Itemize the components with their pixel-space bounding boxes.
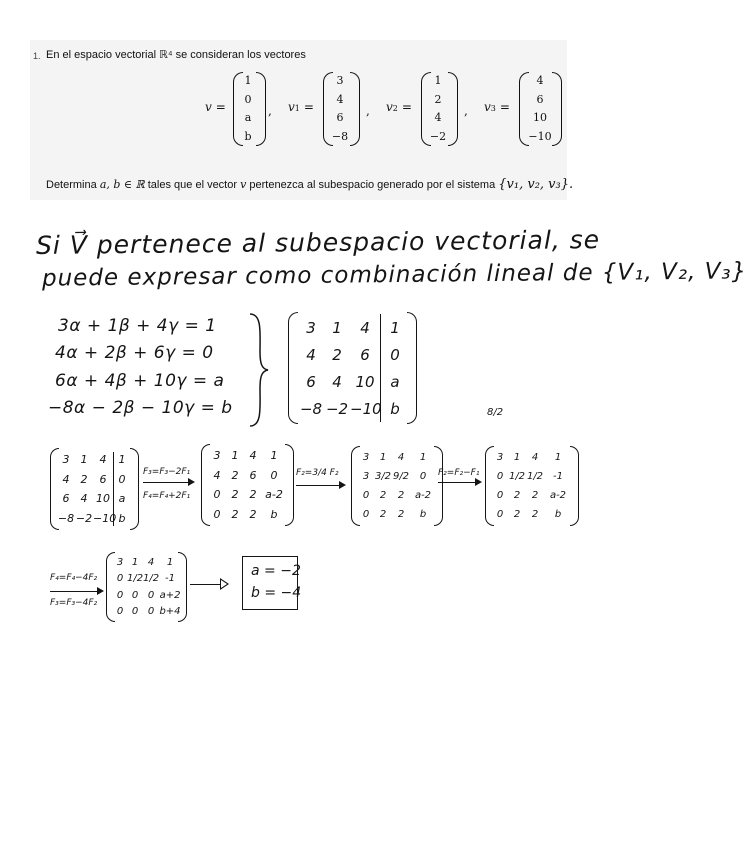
- matrix-entry: 6: [249, 468, 257, 482]
- hw-op-1a: F₃=F₃−2F₁: [143, 467, 191, 477]
- vector-entry: 4: [434, 111, 442, 125]
- matrix-entry: -1: [165, 573, 175, 585]
- hw-matrix-step3: [492, 448, 572, 524]
- matrix-entry: a-2: [265, 488, 283, 502]
- matrix-entry: b: [270, 507, 278, 521]
- matrix-entry: 0: [116, 573, 124, 585]
- hw-final-matrix: [113, 554, 181, 620]
- matrix-entry: 1: [231, 449, 239, 463]
- matrix-entry: 2: [332, 345, 342, 364]
- matrix-entry: 4: [306, 345, 316, 364]
- matrix-entry: 2: [397, 490, 405, 501]
- matrix-entry: 4: [213, 468, 221, 482]
- matrix-entry: a: [118, 492, 126, 506]
- matrix-entry: 3/2: [374, 471, 392, 482]
- matrix-entry: 10: [96, 492, 110, 506]
- matrix-entry: 9/2: [392, 471, 410, 482]
- hw-result-b: b = −4: [251, 585, 302, 601]
- hw-op-2: F₂=3/4 F₂: [296, 468, 339, 478]
- hw-matrix-step0: [57, 450, 131, 528]
- matrix-entry: −2: [325, 399, 349, 418]
- matrix-entry: 2: [231, 507, 239, 521]
- matrix-entry: 0: [362, 509, 370, 520]
- vector-v2: [428, 72, 448, 146]
- matrix-entry: 0: [496, 471, 504, 482]
- matrix-entry: 1/2: [143, 573, 160, 585]
- hw-equation-4: −8α − 2β − 10γ = b: [48, 398, 233, 418]
- matrix-entry: 1: [80, 453, 88, 467]
- hw-margin-note: 8/2: [487, 407, 504, 418]
- vector-v3-label: v3 =: [484, 100, 510, 114]
- matrix-entry: 4: [99, 453, 107, 467]
- matrix-entry: 4: [531, 452, 539, 463]
- matrix-entry: 2: [231, 488, 239, 502]
- matrix-entry: 1: [419, 452, 427, 463]
- matrix-entry: 6: [360, 345, 370, 364]
- problem-statement: [30, 40, 567, 200]
- matrix-entry: 0: [270, 468, 278, 482]
- vector-v1: [330, 72, 350, 146]
- matrix-entry: b: [390, 399, 400, 418]
- vector-v2-label: v2 =: [386, 100, 412, 114]
- matrix-entry: a+2: [159, 589, 181, 601]
- vector-entry: b: [244, 129, 252, 143]
- arrow-icon: [188, 478, 195, 486]
- matrix-entry: 0: [390, 345, 400, 364]
- matrix-entry: 1: [332, 318, 342, 337]
- vector-v-label: v =: [205, 100, 226, 114]
- matrix-entry: a-2: [414, 490, 432, 501]
- matrix-entry: 1: [379, 452, 387, 463]
- hw-op-1b: F₄=F₄+2F₁: [143, 491, 191, 501]
- hw-op-4a: F₄=F₄−4F₂: [50, 573, 98, 583]
- matrix-entry: 1: [131, 556, 139, 568]
- matrix-entry: 2: [231, 468, 239, 482]
- vector-entry: −2: [429, 129, 447, 143]
- vector-entry: 10: [533, 111, 547, 125]
- vector-v: [240, 72, 256, 146]
- matrix-entry: a-2: [549, 490, 567, 501]
- matrix-entry: 1/2: [127, 573, 144, 585]
- vector-v3: [526, 72, 554, 146]
- matrix-entry: −8: [299, 399, 323, 418]
- hw-equation-3: 6α + 4β + 10γ = a: [55, 371, 225, 391]
- matrix-entry: 4: [397, 452, 405, 463]
- vector-entry: 4: [536, 74, 544, 88]
- matrix-entry: b: [419, 509, 427, 520]
- hw-equation-1: 3α + 1β + 4γ = 1: [58, 316, 217, 336]
- matrix-entry: 4: [147, 556, 155, 568]
- problem-intro: En el espacio vectorial ℝ⁴ se consideran los vectores: [46, 49, 306, 61]
- matrix-entry: b: [554, 509, 562, 520]
- matrix-entry: 4: [249, 449, 257, 463]
- matrix-entry: 0: [147, 606, 155, 618]
- matrix-entry: 3: [116, 556, 124, 568]
- matrix-entry: 1: [166, 556, 174, 568]
- matrix-entry: 1: [513, 452, 521, 463]
- vector-entry: a: [244, 111, 252, 125]
- arrow-icon: [97, 587, 104, 595]
- hw-equation-2: 4α + 2β + 6γ = 0: [55, 343, 214, 363]
- matrix-entry: −10: [350, 399, 382, 418]
- vector-entry: 1: [244, 74, 252, 88]
- matrix-entry: 2: [513, 509, 521, 520]
- arrow-icon: [475, 478, 482, 486]
- matrix-entry: 0: [419, 471, 427, 482]
- hw-op-4b: F₃=F₃−4F₂: [50, 598, 98, 608]
- matrix-entry: 0: [131, 589, 139, 601]
- matrix-entry: 2: [249, 488, 257, 502]
- vector-entry: 0: [244, 92, 252, 106]
- vector-entry: 3: [336, 74, 344, 88]
- hw-op-3: F₂=F₂−F₁: [438, 468, 480, 478]
- matrix-entry: 1: [554, 452, 562, 463]
- matrix-entry: b: [118, 511, 126, 525]
- matrix-entry: 0: [116, 606, 124, 618]
- matrix-entry: 3: [496, 452, 504, 463]
- matrix-entry: 2: [531, 490, 539, 501]
- matrix-entry: −2: [75, 511, 93, 525]
- vector-v1-label: v1 =: [288, 100, 314, 114]
- arrow-icon: [220, 578, 229, 590]
- problem-question: Determina a, b ∈ ℝ tales que el vector v pertenezca al subespacio generado por el sistema {v₁, v₂, v₃}.: [46, 177, 574, 192]
- matrix-entry: 1: [270, 449, 278, 463]
- matrix-entry: 1/2: [526, 471, 544, 482]
- matrix-entry: 1: [118, 453, 126, 467]
- matrix-entry: 0: [131, 606, 139, 618]
- matrix-entry: 1: [390, 318, 400, 337]
- matrix-entry: 2: [397, 509, 405, 520]
- vector-entry: 4: [336, 92, 344, 106]
- matrix-entry: 6: [62, 492, 70, 506]
- matrix-entry: 0: [213, 488, 221, 502]
- vector-entry: 1: [434, 74, 442, 88]
- matrix-entry: -1: [553, 471, 563, 482]
- hw-sentence-line2: puede expresar como combinación lineal de {V₁, V₂, V₃}: [41, 258, 747, 292]
- vector-entry: −8: [331, 129, 349, 143]
- hw-matrix-step1: [208, 446, 286, 524]
- matrix-entry: 2: [80, 472, 88, 486]
- hw-result-box: [242, 556, 302, 610]
- hw-right-brace: [248, 312, 270, 428]
- matrix-entry: 10: [355, 372, 375, 391]
- matrix-entry: 0: [496, 509, 504, 520]
- matrix-entry: 6: [306, 372, 316, 391]
- matrix-entry: −10: [93, 511, 117, 525]
- matrix-entry: 2: [249, 507, 257, 521]
- matrix-entry: 4: [360, 318, 370, 337]
- hw-matrix-step2: [358, 448, 436, 524]
- vector-entry: −10: [528, 129, 552, 143]
- vector-entry: 2: [434, 92, 442, 106]
- matrix-entry: 3: [306, 318, 316, 337]
- matrix-entry: 0: [496, 490, 504, 501]
- matrix-entry: 3: [213, 449, 221, 463]
- matrix-entry: 0: [362, 490, 370, 501]
- matrix-entry: 4: [80, 492, 88, 506]
- matrix-entry: 3: [362, 471, 370, 482]
- matrix-entry: 2: [531, 509, 539, 520]
- matrix-entry: 4: [62, 472, 70, 486]
- hw-result-a: a = −2: [251, 563, 301, 579]
- matrix-entry: 2: [379, 490, 387, 501]
- matrix-entry: b+4: [159, 606, 181, 618]
- arrow-icon: [339, 481, 346, 489]
- matrix-entry: 0: [147, 589, 155, 601]
- matrix-entry: 0: [213, 507, 221, 521]
- problem-number: 1.: [33, 51, 41, 61]
- matrix-entry: 0: [118, 472, 126, 486]
- matrix-entry: 3: [362, 452, 370, 463]
- vector-entry: 6: [336, 111, 344, 125]
- matrix-entry: 0: [116, 589, 124, 601]
- matrix-entry: 6: [99, 472, 107, 486]
- hw-sentence-line1: Si V⃗ pertenece al subespacio vectorial, se: [35, 225, 601, 260]
- matrix-entry: 3: [62, 453, 70, 467]
- matrix-entry: 2: [379, 509, 387, 520]
- matrix-entry: 4: [332, 372, 342, 391]
- matrix-entry: a: [390, 372, 400, 391]
- matrix-entry: 1/2: [508, 471, 526, 482]
- vector-entry: 6: [536, 92, 544, 106]
- matrix-entry: −8: [57, 511, 75, 525]
- matrix-entry: 2: [513, 490, 521, 501]
